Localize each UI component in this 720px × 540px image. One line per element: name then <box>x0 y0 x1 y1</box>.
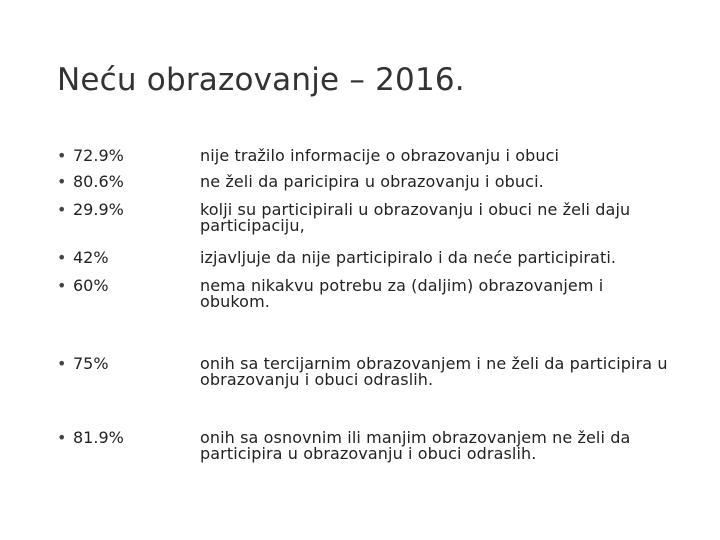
percentage-item <box>57 174 124 190</box>
description-text: kolji su participirali u obrazovanju i obuci ne želi daju participaciju, <box>200 200 631 235</box>
description-text: ne želi da paricipira u obrazovanju i obuci. <box>200 172 544 191</box>
bullet-icon: • <box>57 428 67 447</box>
percentage-value: 80.6% <box>73 172 124 191</box>
bullet-icon: • <box>57 354 67 373</box>
description-text: onih sa tercijarnim obrazovanjem i ne želi da participira u obrazovanju i obuci odraslih. <box>200 354 668 389</box>
bullet-icon: • <box>57 248 67 267</box>
bullet-icon: • <box>57 172 67 191</box>
percentage-value: 81.9% <box>73 428 124 447</box>
percentage-item <box>57 250 109 266</box>
description-text: nema nikakvu potrebu za (daljim) obrazovanjem i obukom. <box>200 276 604 311</box>
percentage-item <box>57 356 109 372</box>
percentage-item <box>57 278 109 294</box>
bullet-icon: • <box>57 200 67 219</box>
percentage-value: 75% <box>73 354 109 373</box>
bullet-icon: • <box>57 276 67 295</box>
percentage-value: 42% <box>73 248 109 267</box>
description-text: nije tražilo informacije o obrazovanju i obuci <box>200 146 560 165</box>
percentage-value: 29.9% <box>73 200 124 219</box>
bullet-icon: • <box>57 146 67 165</box>
percentage-value: 60% <box>73 276 109 295</box>
description-text: onih sa osnovnim ili manjim obrazovanjem ne želi da participira u obrazovanju i obuci odraslih. <box>200 428 631 463</box>
slide-title: Neću obrazovanje – 2016. <box>57 62 465 98</box>
percentage-item <box>57 430 124 446</box>
percentage-item <box>57 202 124 218</box>
description-text: izjavljuje da nije participiralo i da neće participirati. <box>200 248 617 267</box>
percentage-item <box>57 148 124 164</box>
percentage-value: 72.9% <box>73 146 124 165</box>
